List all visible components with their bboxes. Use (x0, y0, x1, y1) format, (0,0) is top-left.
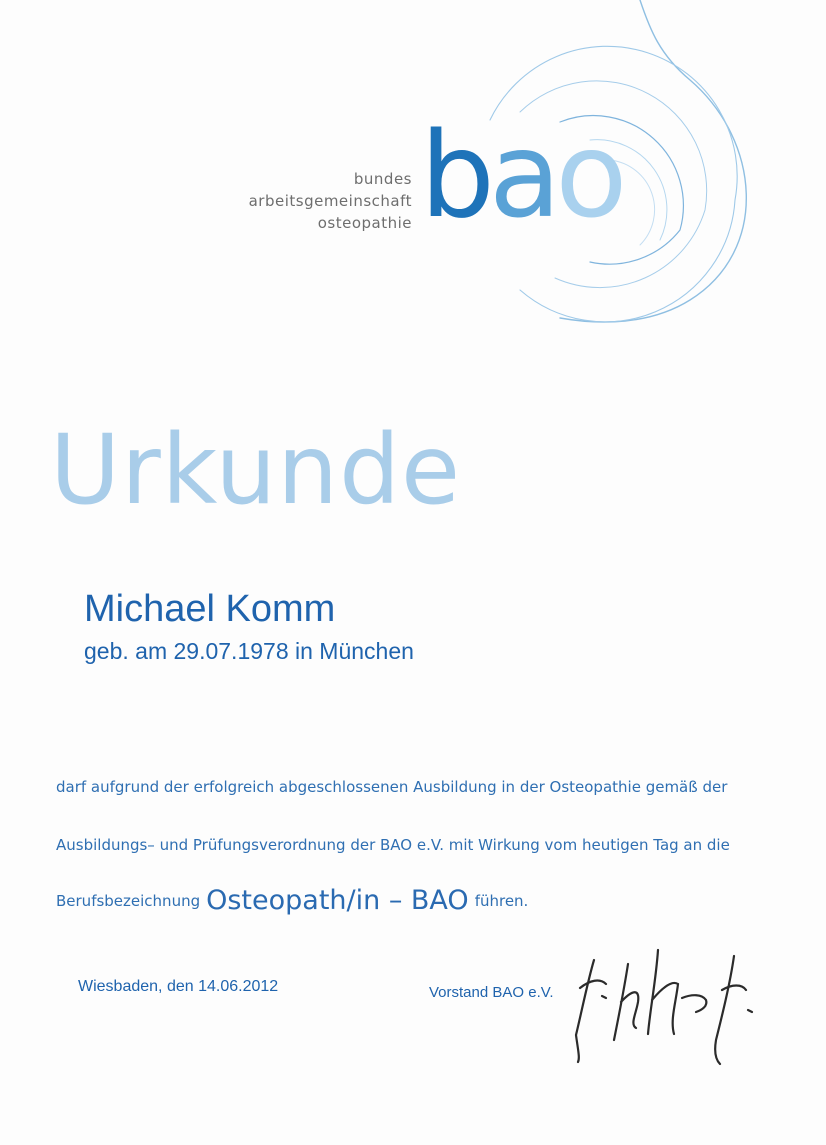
professional-designation: Osteopath/in – BAO (206, 885, 469, 916)
place-and-date: Wiesbaden, den 14.06.2012 (78, 978, 279, 995)
logo-line-bundes: bundes (353, 170, 412, 188)
logo-line-arbeitsgemeinschaft: arbeitsgemeinschaft (248, 192, 412, 210)
signature-stroke-2 (602, 996, 606, 998)
certificate-text-line-2: Ausbildungs– und Prüfungsverordnung der BAO e.V. mit Wirkung vom heutigen Tag an die (56, 836, 730, 854)
logo-letter-o: o (555, 106, 622, 244)
recipient-birth: geb. am 29.07.1978 in München (84, 638, 414, 664)
signature-stroke-1 (576, 960, 606, 1062)
certificate-title: Urkunde (50, 414, 462, 526)
logo-circles (0, 0, 826, 360)
logo-letter-b: b (420, 106, 489, 244)
certificate-text-line-3 (56, 886, 528, 916)
signature-stroke-6 (715, 956, 746, 1064)
certificate-text-line-1: darf aufgrund der erfolgreich abgeschlossenen Ausbildung in der Osteopathie gemäß der (56, 778, 728, 796)
signature (566, 940, 766, 1070)
signature-stroke-4 (648, 950, 678, 1034)
logo-line-osteopathie: osteopathie (317, 214, 412, 232)
designation-suffix: führen. (474, 892, 529, 910)
signature-stroke-5 (682, 995, 706, 1012)
signature-stroke-3 (614, 964, 638, 1040)
recipient-name: Michael Komm (84, 588, 336, 630)
signature-stroke-7 (748, 1010, 752, 1012)
logo-wordmark-text (249, 168, 412, 234)
logo-bao (420, 105, 621, 245)
board-label: Vorstand BAO e.V. (429, 984, 554, 1001)
logo-letter-a: a (488, 106, 556, 244)
designation-prefix: Berufsbezeichnung (56, 892, 201, 910)
